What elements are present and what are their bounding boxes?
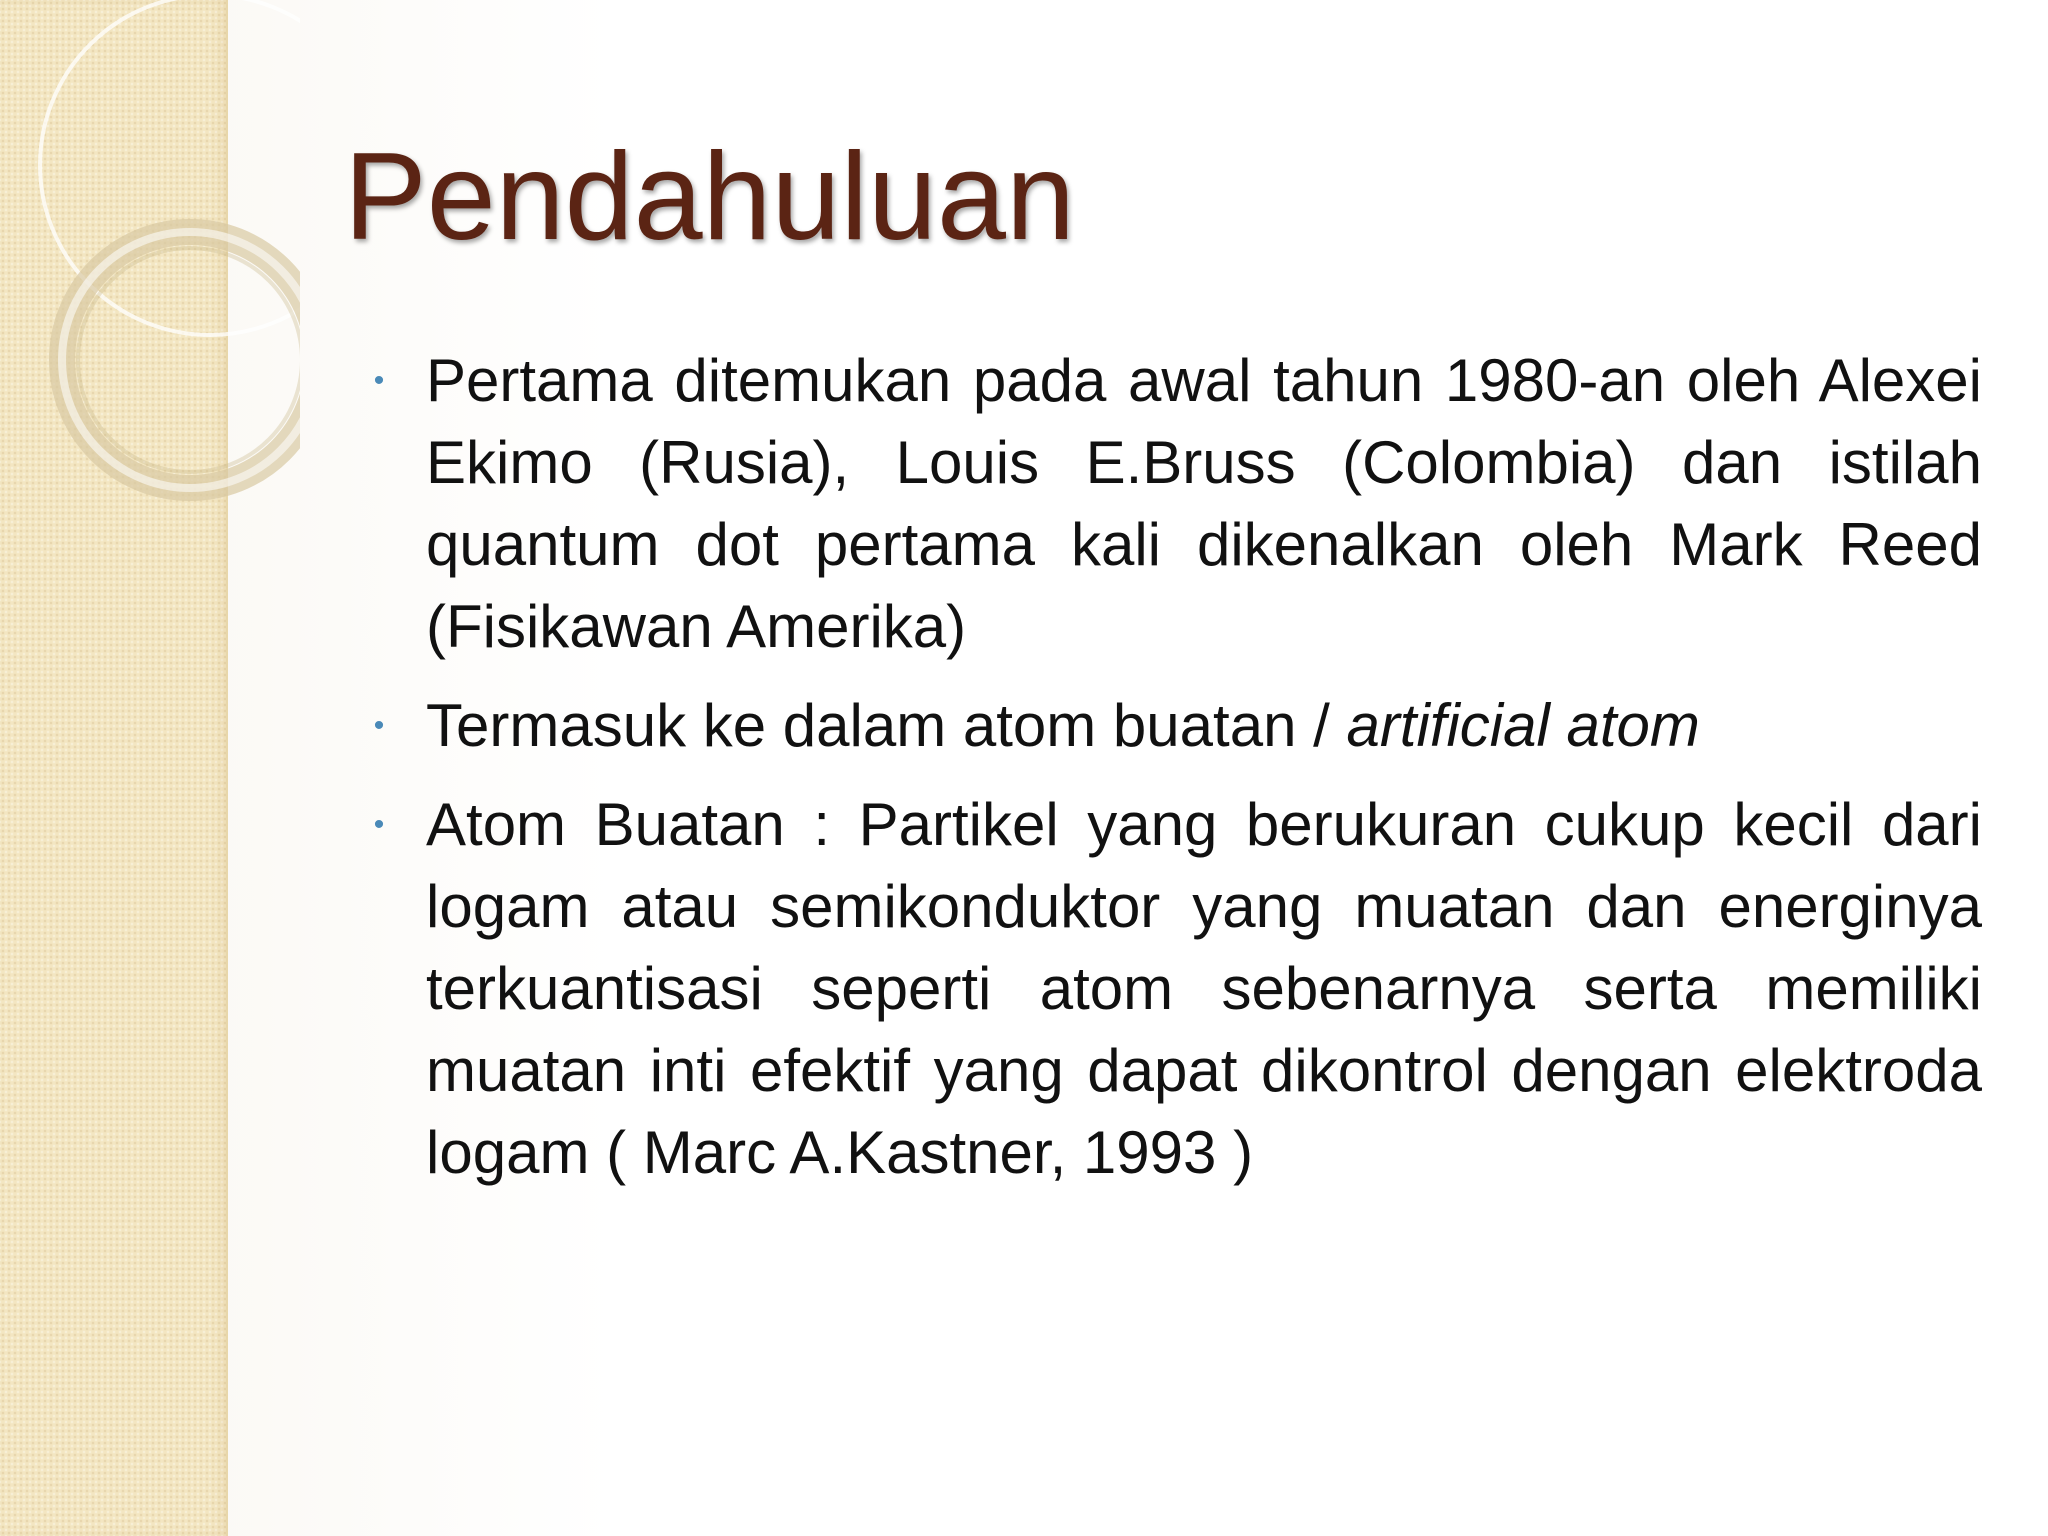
bullet-item-artificial-atom xyxy=(356,685,1982,767)
bullet-item-definition xyxy=(356,784,1982,1194)
bullet-marker: • xyxy=(373,364,385,397)
slide-title: Pendahuluan xyxy=(344,128,1075,266)
bullet-text-italic: artificial atom xyxy=(1346,692,1700,759)
bullet-marker: • xyxy=(373,808,385,841)
bullet-text: Pertama ditemukan pada awal tahun 1980-an oleh Alexei Ekimo (Rusia), Louis E.Bruss (Colombia) dan istilah quantum dot pertama kali dikenalkan oleh Mark Reed (Fisikawan Amerika) xyxy=(426,347,1982,660)
bullet-item-history xyxy=(356,340,1982,668)
bullet-marker: • xyxy=(373,709,385,742)
decorative-circles xyxy=(0,0,300,520)
small-ring-inner-shadow xyxy=(78,248,300,472)
bullet-text: Termasuk ke dalam atom buatan / xyxy=(426,692,1347,759)
bullet-list xyxy=(356,340,1982,1211)
bullet-text: Atom Buatan : Partikel yang berukuran cukup kecil dari logam atau semikonduktor yang muatan dan energinya terkuantisasi seperti atom sebenarnya serta memiliki muatan inti efektif yang dapat dikontrol dengan elektroda logam ( Marc A.Kastner, 1993 ) xyxy=(426,791,1982,1186)
